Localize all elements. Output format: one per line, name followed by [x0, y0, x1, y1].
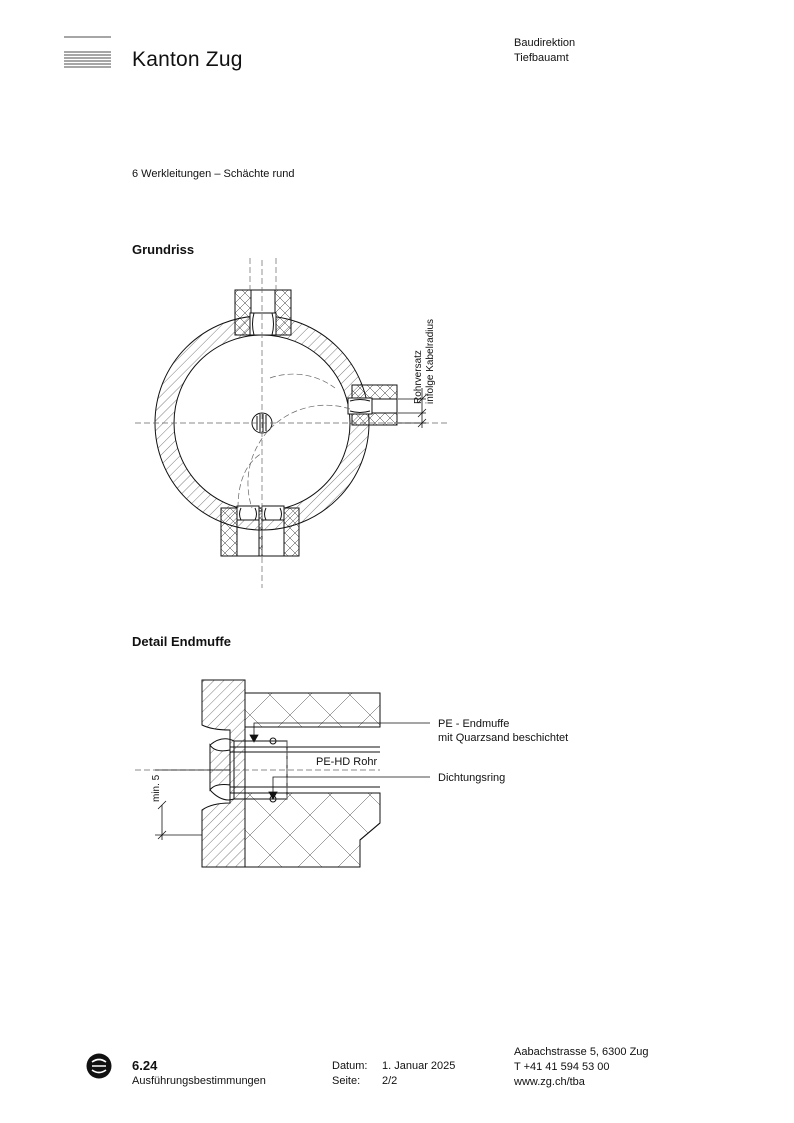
document-number: 6.24: [132, 1058, 158, 1073]
rohrversatz-label: Rohrversatz: [413, 350, 424, 404]
section-title: 6 Werkleitungen – Schächte rund: [132, 168, 295, 180]
seite-label: Seite:: [332, 1075, 361, 1087]
datum-value: 1. Januar 2025: [382, 1060, 456, 1072]
min-5-label: min. 5: [151, 774, 162, 802]
document-title: Ausführungsbestimmungen: [132, 1075, 266, 1087]
brand-name: Kanton Zug: [132, 48, 243, 71]
website-link[interactable]: www.zg.ch/tba: [514, 1076, 585, 1088]
datum-label: Datum:: [332, 1060, 368, 1072]
kabelradius-label: infolge Kabelradius: [425, 318, 436, 404]
contact-block: [514, 1045, 649, 1090]
department-line-1: Baudirektion: [514, 37, 576, 49]
seite-value: 2/2: [382, 1075, 398, 1087]
department-block: [514, 36, 575, 66]
address: Aabachstrasse 5, 6300 Zug: [514, 1046, 649, 1058]
detail-endmuffe-heading: Detail Endmuffe: [132, 634, 231, 649]
canton-icon: [86, 1053, 112, 1079]
endmuffe-label-line2: mit Quarzsand beschichtet: [438, 732, 569, 744]
grundriss-drawing: [130, 258, 460, 593]
pe-hd-rohr-label: PE-HD Rohr: [316, 756, 378, 768]
endmuffe-label-line1: PE - Endmuffe: [438, 718, 510, 730]
phone: T +41 41 594 53 00: [514, 1061, 610, 1073]
detail-endmuffe-drawing: [130, 675, 590, 875]
kanton-zug-logo-lines: [64, 36, 111, 70]
department-line-2: Tiefbauamt: [514, 52, 569, 64]
grundriss-heading: Grundriss: [132, 242, 195, 257]
dichtungsring-label: Dichtungsring: [438, 772, 506, 784]
